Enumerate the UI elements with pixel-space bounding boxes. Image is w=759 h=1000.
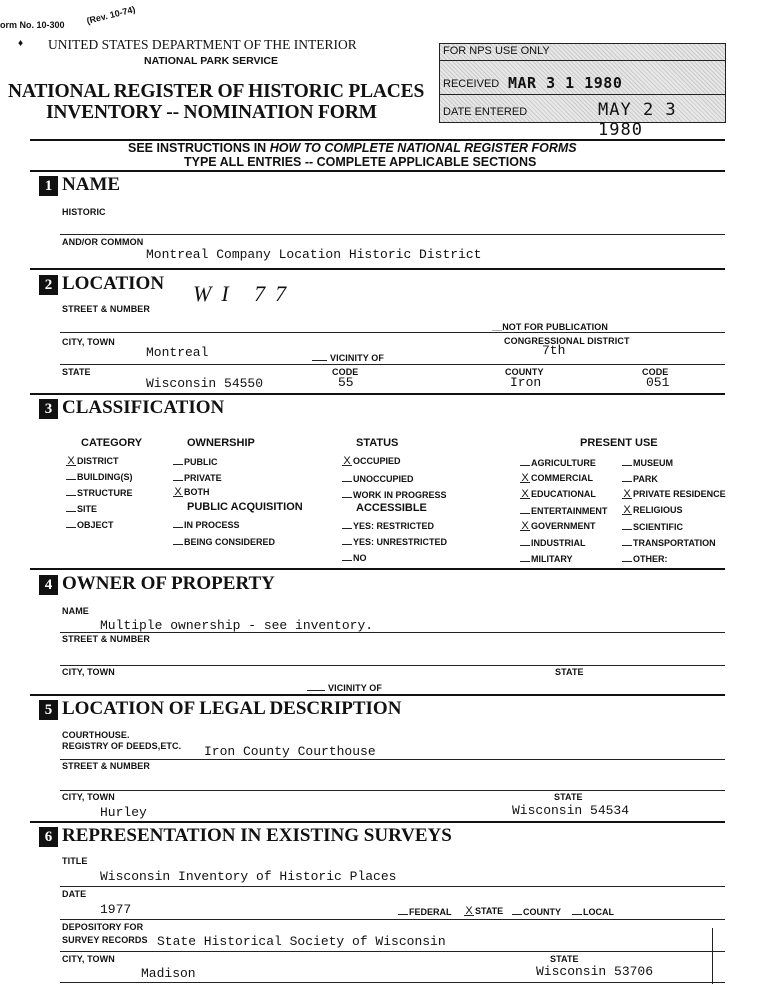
vicinity-label[interactable]: VICINITY OF — [312, 353, 384, 363]
legal-state-label: STATE — [554, 792, 583, 802]
rule — [60, 364, 725, 365]
service-name: NATIONAL PARK SERVICE — [144, 55, 278, 67]
date-entered-label: DATE ENTERED — [443, 106, 528, 118]
rule — [60, 234, 725, 235]
checkbox-entertainment[interactable]: ENTERTAINMENT — [520, 505, 607, 516]
owner-vicinity-label[interactable]: VICINITY OF — [307, 683, 382, 693]
county-label: COUNTY — [505, 367, 544, 377]
rule — [60, 982, 725, 983]
section-2-number: 2 — [39, 275, 58, 295]
survey-date-label: DATE — [62, 889, 87, 899]
state-code-value[interactable]: 55 — [338, 375, 354, 390]
state-code-label: CODE — [332, 367, 359, 377]
legal-street-label: STREET & NUMBER — [62, 761, 151, 771]
checkbox-commercial[interactable]: X COMMERCIAL — [521, 472, 593, 484]
checkbox-unoccupied[interactable]: UNOCCUPIED — [342, 473, 414, 484]
checkbox-federal[interactable]: FEDERAL — [398, 906, 452, 917]
received-label: RECEIVED — [443, 78, 500, 90]
rule — [60, 951, 725, 952]
checkbox-site[interactable]: SITE — [66, 503, 97, 514]
historic-label: HISTORIC — [62, 207, 106, 217]
checkbox-being-considered[interactable]: BEING CONSIDERED — [173, 536, 275, 547]
instructions-rule — [30, 170, 725, 172]
checkbox-object[interactable]: OBJECT — [66, 519, 114, 530]
section-6-title: REPRESENTATION IN EXISTING SURVEYS — [62, 825, 452, 846]
checkbox-no[interactable]: NO — [342, 552, 367, 563]
survey-title-label: TITLE — [62, 856, 88, 866]
owner-state-label: STATE — [555, 667, 584, 677]
form-revision: (Rev. 10-74) — [85, 4, 137, 26]
checkbox-museum[interactable]: MUSEUM — [622, 457, 673, 468]
rule — [60, 790, 725, 791]
section-rule — [30, 694, 725, 696]
survey-records-label: SURVEY RECORDS — [62, 935, 148, 945]
section-rule — [30, 393, 725, 395]
survey-title-value[interactable]: Wisconsin Inventory of Historic Places — [100, 869, 397, 884]
checkbox-county[interactable]: COUNTY — [512, 906, 561, 917]
section-3-number: 3 — [39, 399, 58, 419]
checkbox-religious[interactable]: X RELIGIOUS — [623, 504, 683, 516]
survey-city-value[interactable]: Madison — [141, 966, 196, 981]
section-rule — [30, 568, 725, 570]
county-code-label: CODE — [642, 367, 669, 377]
checkbox-agriculture[interactable]: AGRICULTURE — [520, 457, 596, 468]
checkbox-government[interactable]: X GOVERNMENT — [521, 520, 596, 532]
rule — [60, 332, 725, 333]
section-1-title: NAME — [62, 174, 121, 195]
rule — [60, 886, 725, 887]
checkbox-district[interactable]: X DISTRICT — [67, 455, 119, 467]
owner-name-label: NAME — [62, 606, 89, 616]
survey-city-label: CITY, TOWN — [62, 954, 115, 964]
rule — [60, 665, 725, 666]
instructions-line2: TYPE ALL ENTRIES -- COMPLETE APPLICABLE SECTIONS — [184, 155, 537, 169]
date-entered-stamp: MAY 2 3 1980 — [598, 100, 677, 140]
owner-name-value[interactable]: Multiple ownership - see inventory. — [100, 618, 374, 633]
depository-value[interactable]: State Historical Society of Wisconsin — [157, 934, 446, 949]
section-4-title: OWNER OF PROPERTY — [62, 573, 275, 594]
rule — [60, 919, 725, 920]
section-6-number: 6 — [39, 827, 58, 847]
legal-state-value[interactable]: Wisconsin 54534 — [512, 803, 630, 818]
section-3-title: CLASSIFICATION — [62, 397, 225, 418]
section-5-title: LOCATION OF LEGAL DESCRIPTION — [62, 698, 402, 719]
form-title-line2: INVENTORY -- NOMINATION FORM — [46, 102, 377, 123]
state-label: STATE — [62, 367, 91, 377]
common-name-label: AND/OR COMMON — [62, 237, 144, 247]
checkbox-buildings[interactable]: BUILDING(S) — [66, 471, 133, 482]
county-value[interactable]: Iron — [510, 375, 542, 390]
checkbox-educational[interactable]: X EDUCATIONAL — [521, 488, 596, 500]
section-4-number: 4 — [39, 575, 58, 595]
section-1-number: 1 — [39, 176, 58, 196]
received-stamp: MAR 3 1 1980 — [508, 74, 623, 92]
checkbox-scientific[interactable]: SCIENTIFIC — [622, 521, 683, 532]
not-for-publication[interactable]: __NOT FOR PUBLICATION — [492, 322, 608, 332]
legal-city-value[interactable]: Hurley — [100, 805, 147, 820]
courthouse-label: COURTHOUSE. — [62, 730, 130, 740]
section-2-title: LOCATION — [62, 273, 165, 294]
city-town-value[interactable]: Montreal — [146, 345, 209, 360]
department-name: UNITED STATES DEPARTMENT OF THE INTERIOR — [48, 37, 357, 52]
checkbox-public[interactable]: PUBLIC — [173, 456, 218, 467]
status-heading: STATUS — [356, 437, 399, 449]
checkbox-military[interactable]: MILITARY — [520, 553, 573, 564]
ownership-heading: OWNERSHIP — [187, 437, 255, 449]
section-rule — [30, 268, 725, 270]
checkbox-structure[interactable]: STRUCTURE — [66, 487, 133, 498]
checkbox-private-residence[interactable]: X PRIVATE RESIDENCE — [623, 488, 726, 500]
courthouse-value[interactable]: Iron County Courthouse — [204, 744, 376, 759]
checkbox-both[interactable]: X BOTH — [174, 486, 210, 498]
congressional-district-value[interactable]: 7th — [542, 343, 566, 358]
survey-state-value[interactable]: Wisconsin 53706 — [536, 964, 654, 979]
form-number: orm No. 10-300 — [0, 20, 65, 30]
checkbox-yes-unrestricted[interactable]: YES: UNRESTRICTED — [342, 536, 447, 547]
city-town-label: CITY, TOWN — [62, 337, 115, 347]
checkbox-local[interactable]: LOCAL — [572, 906, 614, 917]
owner-city-label: CITY, TOWN — [62, 667, 115, 677]
instructions-line1: SEE INSTRUCTIONS IN HOW TO COMPLETE NATIONAL REGISTER FORMS — [128, 141, 577, 155]
checkbox-transportation[interactable]: TRANSPORTATION — [622, 537, 716, 548]
present-use-heading: PRESENT USE — [580, 437, 658, 449]
bullet-mark: ♦ — [18, 38, 24, 49]
checkbox-other[interactable]: OTHER: — [622, 553, 668, 564]
checkbox-private[interactable]: PRIVATE — [173, 472, 222, 483]
registry-label: REGISTRY OF DEEDS,ETC. — [62, 741, 182, 751]
survey-date-value[interactable]: 1977 — [100, 902, 132, 917]
form-title-line1: NATIONAL REGISTER OF HISTORIC PLACES — [8, 81, 425, 102]
checkbox-park[interactable]: PARK — [622, 473, 658, 484]
state-value[interactable]: Wisconsin 54550 — [146, 376, 264, 391]
depository-label: DEPOSITORY FOR — [62, 922, 144, 932]
congressional-district-label: CONGRESSIONAL DISTRICT — [504, 336, 630, 346]
checkbox-in-process[interactable]: IN PROCESS — [173, 519, 240, 530]
owner-street-label: STREET & NUMBER — [62, 634, 151, 644]
nps-box-title: FOR NPS USE ONLY — [443, 45, 550, 57]
survey-state-label: STATE — [550, 954, 579, 964]
public-acquisition-heading: PUBLIC ACQUISITION — [187, 501, 303, 513]
county-code-value[interactable]: 051 — [646, 375, 670, 390]
nps-use-only-box — [439, 43, 726, 140]
checkbox-yes-restricted[interactable]: YES: RESTRICTED — [342, 520, 434, 531]
common-name-value[interactable]: Montreal Company Location Historic District — [146, 247, 482, 262]
rule — [60, 759, 725, 760]
handwritten-annotation: WI 77 — [193, 281, 297, 306]
rule — [60, 632, 725, 633]
category-heading: CATEGORY — [81, 437, 143, 449]
checkbox-work-in-progress[interactable]: WORK IN PROGRESS — [342, 489, 447, 500]
right-edge-rule — [712, 928, 713, 984]
section-5-number: 5 — [39, 700, 58, 720]
section-rule — [30, 821, 725, 823]
street-number-label: STREET & NUMBER — [62, 304, 151, 314]
checkbox-industrial[interactable]: INDUSTRIAL — [520, 537, 586, 548]
legal-city-label: CITY, TOWN — [62, 792, 115, 802]
accessible-heading: ACCESSIBLE — [356, 502, 427, 514]
checkbox-state[interactable]: X STATE — [465, 905, 504, 917]
checkbox-occupied[interactable]: X OCCUPIED — [343, 455, 401, 467]
